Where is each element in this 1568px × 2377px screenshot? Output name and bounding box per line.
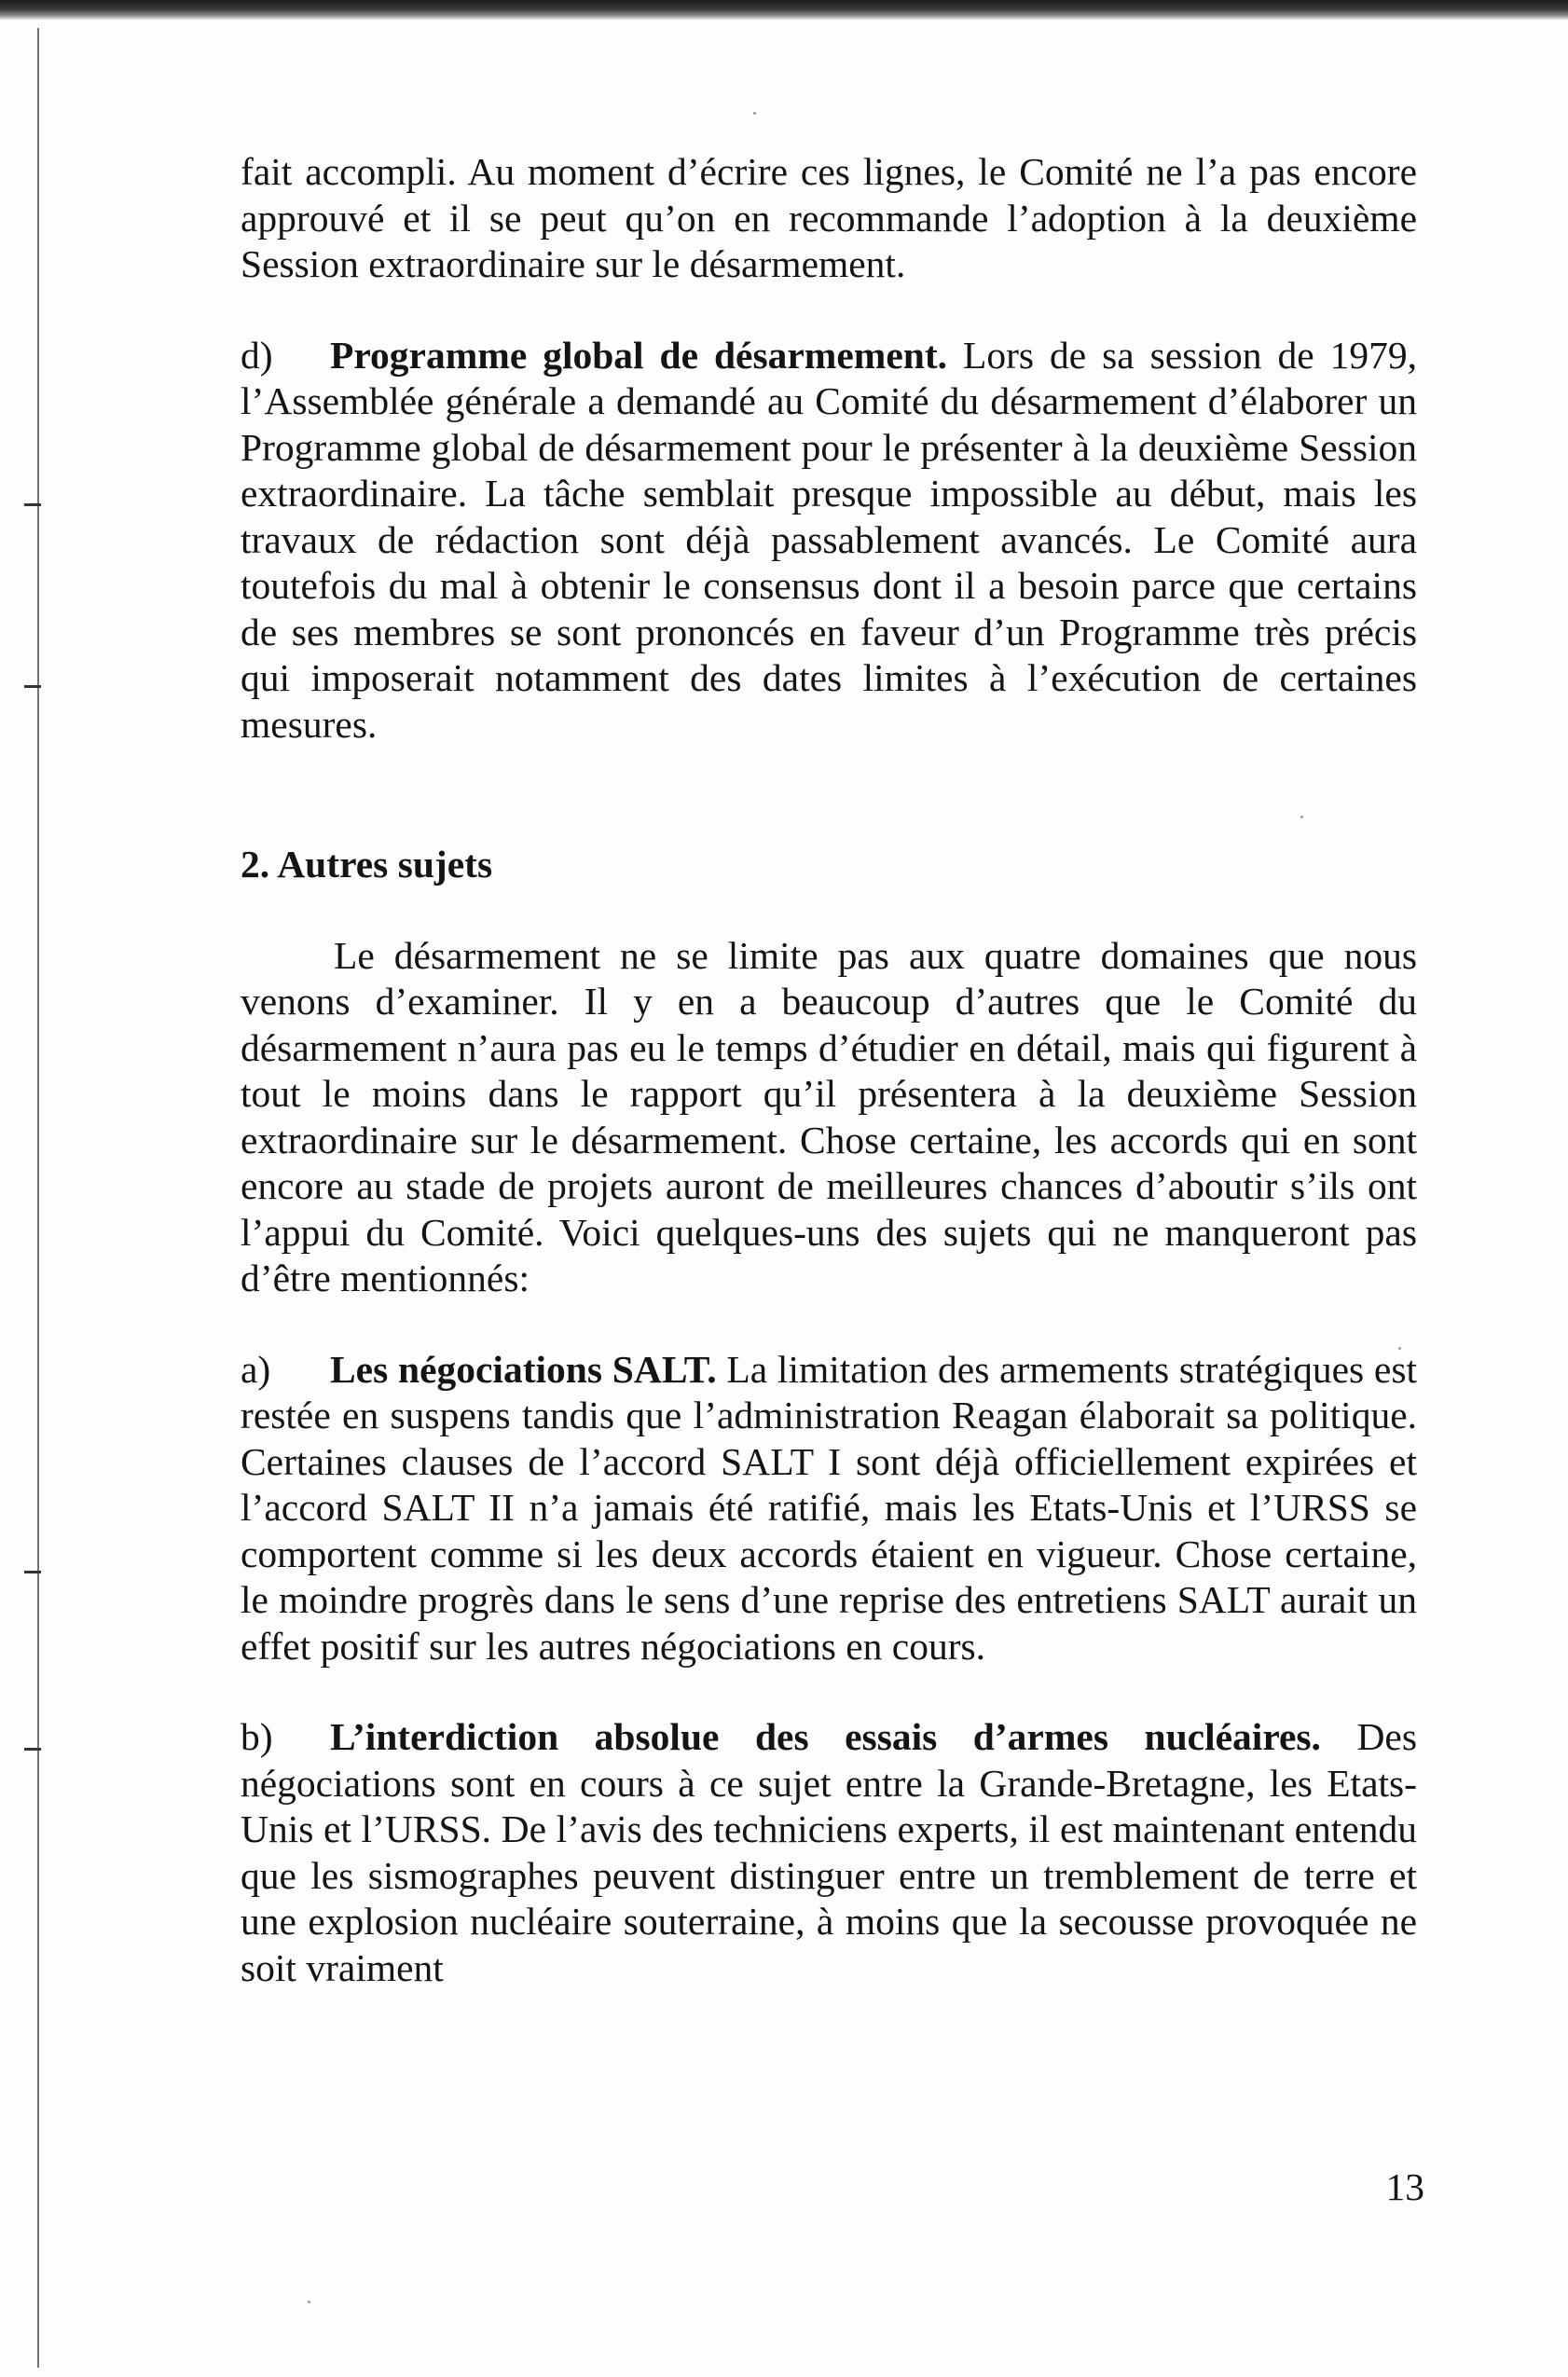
item-text: Des négociations sont en cours à ce sujet entre la Grande-Bretagne, les Etats-Unis et l’URSS. De l’avis des techniciens experts, il est maintenant entendu que les sismographes peuvent distinguer entre un tremblement de terre et une explosion nucléaire souterraine, à moins que la secousse provoquée ne soit vraiment xyxy=(241,1715,1417,1989)
item-label: b) xyxy=(241,1715,273,1758)
scan-speck xyxy=(308,2301,310,2303)
section-heading: 2. Autres sujets xyxy=(241,843,493,886)
binding-mark xyxy=(24,1571,41,1573)
binding-mark xyxy=(24,685,41,688)
binding-edge-line xyxy=(37,28,39,2368)
paragraph-text: fait accompli. Au moment d’écrire ces lignes, le Comité ne l’a pas encore approuvé et il se peut qu’on en recommande l’adoption à la deuxième Session extraordinaire sur le désarmement. xyxy=(241,150,1417,285)
scan-speck xyxy=(753,112,756,115)
paragraph-item-d xyxy=(241,333,1417,749)
item-text: Lors de sa session de 1979, l’Assemblée générale a demandé au Comité du désarmement d’élaborer un Programme global de désarmement pour le présenter à la deuxième Session extraordinaire. La tâche semblait presque impossible au début, mais les travaux de rédaction sont déjà passablement avancés. Le Comité aura toutefois du mal à obtenir le consensus dont il a besoin parce que certains de ses membres se sont prononcés en faveur d’un Programme très précis qui imposerait notamment des dates limites à l’exécution de certaines mesures. xyxy=(241,333,1417,746)
paragraph-continuation xyxy=(241,149,1417,288)
item-label: d) xyxy=(241,333,273,377)
section-intro-paragraph xyxy=(241,933,1417,1302)
document-page xyxy=(241,149,1417,1991)
paragraph-item-b xyxy=(241,1714,1417,1991)
paragraph-item-a xyxy=(241,1347,1417,1670)
paragraph-text: Le désarmement ne se limite pas aux quatre domaines que nous venons d’examiner. Il y en a beaucoup d’autres que le Comité du désarmement n’aura pas eu le temps d’étudier en détail, mais qui figurent à tout le moins dans le rapport qu’il présentera à la deuxième Session extraordinaire sur le désarmement. Chose certaine, les accords qui en sont encore au stade de projets auront de meilleures chances d’aboutir s’ils ont l’appui du Comité. Voici quelques-uns des sujets qui ne manqueront pas d’être mentionnés: xyxy=(241,933,1417,1299)
item-text: La limitation des armements stratégiques est restée en suspens tandis que l’administration Reagan élaborait sa politique. Certaines clauses de l’accord SALT I sont déjà officiellement expirées et l’accord SALT II n’a jamais été ratifié, mais les Etats-Unis et l’URSS se comportent comme si les deux accords étaient en vigueur. Chose certaine, le moindre progrès dans le sens d’une reprise des entretiens SALT aurait un effet positif sur les autres négociations en cours. xyxy=(241,1347,1417,1668)
item-label: a) xyxy=(241,1347,271,1391)
item-lead-heading: L’interdiction absolue des essais d’armes nucléaires. xyxy=(330,1715,1321,1758)
scan-top-edge xyxy=(0,0,1568,21)
binding-mark xyxy=(24,1748,41,1751)
item-lead-heading: Programme global de désarmement. xyxy=(330,333,948,377)
binding-mark xyxy=(24,503,41,506)
page-number: 13 xyxy=(1385,2165,1424,2208)
item-lead-heading: Les négociations SALT. xyxy=(330,1347,717,1391)
